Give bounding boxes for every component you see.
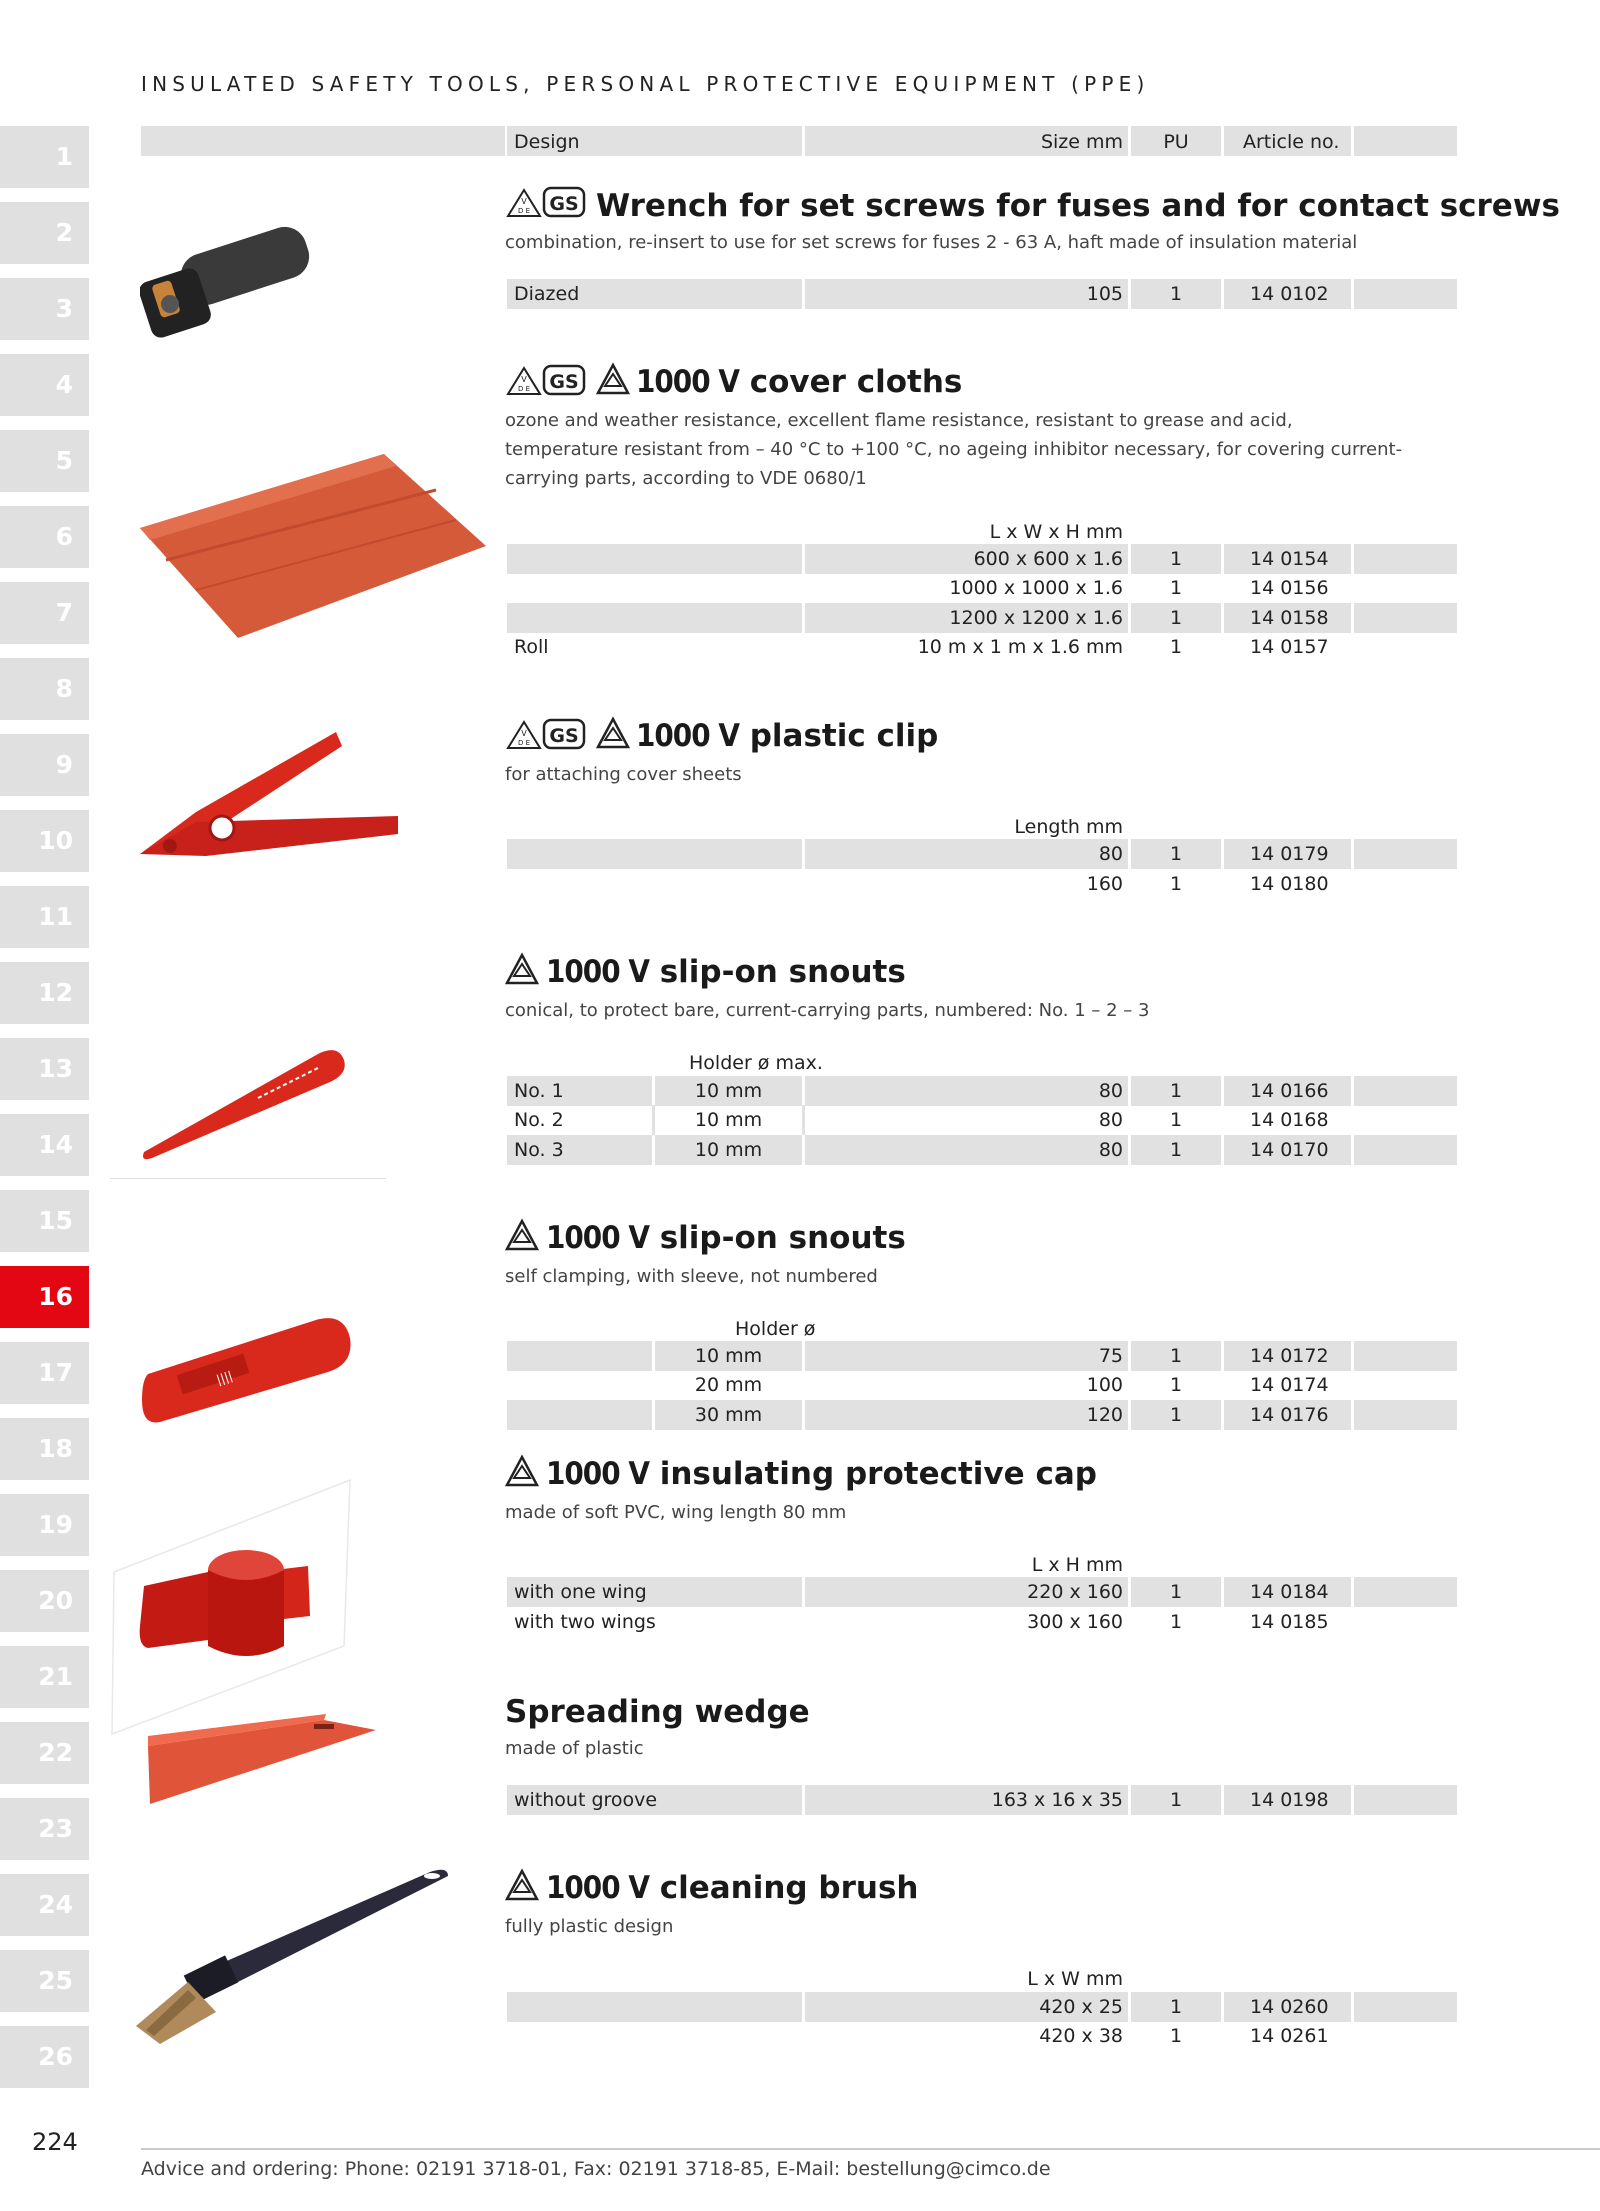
row-design: No. 1 xyxy=(514,1080,564,1102)
row-size: 300 x 160 xyxy=(1027,1611,1123,1633)
header-bar-left xyxy=(141,126,505,156)
chapter-tab-17[interactable]: 17 xyxy=(0,1342,89,1404)
svg-text:GS: GS xyxy=(549,371,579,393)
voltage-label: 1000 V xyxy=(546,1870,649,1906)
size-header: L x W mm xyxy=(1027,1968,1123,1990)
column-size: Size mm xyxy=(1040,131,1123,153)
chapter-tab-6[interactable]: 6 xyxy=(0,506,89,568)
row-size: 160 xyxy=(1086,873,1123,895)
row-design: without groove xyxy=(514,1789,658,1811)
row-design: Diazed xyxy=(514,283,580,305)
row-pu: 1 xyxy=(1169,607,1183,629)
insulated-triangle-icon xyxy=(505,1868,539,1902)
row-bar xyxy=(1354,1135,1457,1165)
product-description: self clamping, with sleeve, not numbered xyxy=(505,1266,878,1287)
row-holder: 20 mm xyxy=(694,1374,763,1396)
chapter-tab-12[interactable]: 12 xyxy=(0,962,89,1024)
product-title xyxy=(546,1870,918,1906)
row-pu: 1 xyxy=(1169,1109,1183,1131)
product-title: Spreading wedge xyxy=(505,1694,810,1730)
protective-cap-product-image xyxy=(108,1476,356,1736)
row-article[interactable]: 14 0261 xyxy=(1250,2025,1329,2047)
product-description: made of plastic xyxy=(505,1738,644,1759)
row-size: 105 xyxy=(1086,283,1123,305)
row-bar xyxy=(1354,1992,1457,2022)
row-pu: 1 xyxy=(1169,1139,1183,1161)
row-bar xyxy=(507,544,802,574)
size-header: Length mm xyxy=(1014,816,1123,838)
row-bar xyxy=(1354,1577,1457,1607)
product-title xyxy=(546,954,906,990)
size-header: L x W x H mm xyxy=(989,521,1123,543)
row-design: with two wings xyxy=(514,1611,656,1633)
row-pu: 1 xyxy=(1169,1374,1183,1396)
insulated-triangle-icon xyxy=(505,1218,539,1252)
chapter-tab-20[interactable]: 20 xyxy=(0,1570,89,1632)
row-design: No. 3 xyxy=(514,1139,564,1161)
row-pu: 1 xyxy=(1169,548,1183,570)
row-bar xyxy=(507,839,802,869)
row-pu: 1 xyxy=(1169,1996,1183,2018)
product-description: combination, re-insert to use for set screws for fuses 2 - 63 A, haft made of insulation material xyxy=(505,232,1358,253)
row-size: 100 xyxy=(1086,1374,1123,1396)
chapter-tab-25[interactable]: 25 xyxy=(0,1950,89,2012)
row-article[interactable]: 14 0174 xyxy=(1250,1374,1329,1396)
svg-text:V: V xyxy=(521,197,527,206)
column-article: Article no. xyxy=(1243,131,1340,153)
page-header: INSULATED SAFETY TOOLS, PERSONAL PROTECTIVE EQUIPMENT (PPE) xyxy=(141,72,1150,96)
row-size: 163 x 16 x 35 xyxy=(991,1789,1123,1811)
product-title-text: plastic clip xyxy=(749,718,939,754)
voltage-label: 1000 V xyxy=(546,1456,649,1492)
svg-text:V: V xyxy=(521,729,527,738)
spreading-wedge-product-image xyxy=(144,1712,380,1808)
holder-header: Holder ø max. xyxy=(689,1052,823,1074)
product-title: Wrench for set screws for fuses and for contact screws xyxy=(596,188,1560,224)
row-holder: 10 mm xyxy=(694,1109,763,1131)
row-pu: 1 xyxy=(1169,1345,1183,1367)
footer-contact: Advice and ordering: Phone: 02191 3718-01, Fax: 02191 3718-85, E-Mail: bestellung@cimco.de xyxy=(141,2158,1051,2180)
divider xyxy=(110,1178,386,1179)
row-size: 1000 x 1000 x 1.6 xyxy=(949,577,1123,599)
product-description: made of soft PVC, wing length 80 mm xyxy=(505,1502,847,1523)
row-article[interactable]: 14 0198 xyxy=(1250,1789,1329,1811)
row-pu: 1 xyxy=(1169,2025,1183,2047)
vde-gs-badge-icon xyxy=(506,186,588,218)
row-size: 75 xyxy=(1098,1345,1123,1367)
row-pu: 1 xyxy=(1169,1789,1183,1811)
row-design: Roll xyxy=(514,636,549,658)
product-description: conical, to protect bare, current-carrying parts, numbered: No. 1 – 2 – 3 xyxy=(505,1000,1150,1021)
insulated-triangle-icon xyxy=(596,716,630,750)
product-description: for attaching cover sheets xyxy=(505,764,742,785)
svg-text:GS: GS xyxy=(549,193,579,215)
chapter-tab-10[interactable]: 10 xyxy=(0,810,89,872)
row-article[interactable]: 14 0168 xyxy=(1250,1109,1329,1131)
row-article[interactable]: 14 0184 xyxy=(1250,1581,1329,1603)
plastic-clip-product-image xyxy=(136,726,404,866)
cover-cloth-product-image xyxy=(136,450,488,640)
row-pu: 1 xyxy=(1169,283,1183,305)
svg-text:GS: GS xyxy=(549,725,579,747)
product-title-text: slip-on snouts xyxy=(659,954,906,990)
product-title xyxy=(546,1220,906,1256)
chapter-tab-14[interactable]: 14 xyxy=(0,1114,89,1176)
product-title xyxy=(636,364,962,400)
holder-header: Holder ø xyxy=(735,1318,816,1340)
svg-text:D E: D E xyxy=(517,739,531,747)
row-article[interactable]: 14 0170 xyxy=(1250,1139,1329,1161)
page-number: 224 xyxy=(32,2128,78,2156)
row-article[interactable]: 14 0156 xyxy=(1250,577,1329,599)
row-size: 10 m x 1 m x 1.6 mm xyxy=(917,636,1123,658)
row-holder: 10 mm xyxy=(694,1345,763,1367)
chapter-tab-11[interactable]: 11 xyxy=(0,886,89,948)
row-bar xyxy=(1354,1076,1457,1106)
chapter-tab-3[interactable]: 3 xyxy=(0,278,89,340)
product-title-text: cleaning brush xyxy=(659,1870,919,1906)
row-article[interactable]: 14 0176 xyxy=(1250,1404,1329,1426)
row-size: 80 xyxy=(1098,1080,1123,1102)
row-bar xyxy=(1354,839,1457,869)
voltage-label: 1000 V xyxy=(546,1220,649,1256)
row-pu: 1 xyxy=(1169,873,1183,895)
product-title-text: insulating protective cap xyxy=(659,1456,1097,1492)
row-pu: 1 xyxy=(1169,1581,1183,1603)
insulated-triangle-icon xyxy=(505,952,539,986)
row-bar xyxy=(1354,279,1457,309)
footer-divider xyxy=(141,2148,1600,2150)
chapter-tab-9[interactable]: 9 xyxy=(0,734,89,796)
size-header: L x H mm xyxy=(1031,1554,1123,1576)
row-holder: 10 mm xyxy=(694,1139,763,1161)
row-size: 80 xyxy=(1098,1139,1123,1161)
vde-gs-badge-icon xyxy=(506,364,588,396)
row-bar xyxy=(1354,1341,1457,1371)
chapter-tab-26[interactable]: 26 xyxy=(0,2026,89,2088)
row-size: 420 x 25 xyxy=(1039,1996,1123,2018)
row-article[interactable]: 14 0102 xyxy=(1250,283,1329,305)
row-article[interactable]: 14 0166 xyxy=(1250,1080,1329,1102)
row-pu: 1 xyxy=(1169,577,1183,599)
row-bar xyxy=(1354,544,1457,574)
chapter-tab-16-active[interactable]: 16 xyxy=(0,1266,89,1328)
row-article[interactable]: 14 0158 xyxy=(1250,607,1329,629)
column-pu: PU xyxy=(1163,131,1189,153)
column-design: Design xyxy=(514,131,580,153)
product-description: fully plastic design xyxy=(505,1916,674,1937)
vde-gs-badge-icon xyxy=(506,718,588,750)
product-title-text: cover cloths xyxy=(749,364,963,400)
row-size: 420 x 38 xyxy=(1039,2025,1123,2047)
chapter-tab-18[interactable]: 18 xyxy=(0,1418,89,1480)
row-size: 1200 x 1200 x 1.6 xyxy=(949,607,1123,629)
row-bar xyxy=(507,603,802,633)
conical-snout-product-image xyxy=(138,1040,348,1162)
voltage-label: 1000 V xyxy=(636,364,739,400)
voltage-label: 1000 V xyxy=(546,954,649,990)
chapter-tab-5[interactable]: 5 xyxy=(0,430,89,492)
chapter-tab-1[interactable]: 1 xyxy=(0,126,89,188)
row-design: No. 2 xyxy=(514,1109,564,1131)
row-article[interactable]: 14 0154 xyxy=(1250,548,1329,570)
chapter-tab-13[interactable]: 13 xyxy=(0,1038,89,1100)
svg-text:||||: |||| xyxy=(214,1368,235,1387)
chapter-tab-21[interactable]: 21 xyxy=(0,1646,89,1708)
row-bar xyxy=(507,1992,802,2022)
row-article[interactable]: 14 0185 xyxy=(1250,1611,1329,1633)
chapter-tab-22[interactable]: 22 xyxy=(0,1722,89,1784)
row-bar xyxy=(507,1341,652,1371)
chapter-tab-4[interactable]: 4 xyxy=(0,354,89,416)
row-bar xyxy=(1354,1785,1457,1815)
row-article[interactable]: 14 0172 xyxy=(1250,1345,1329,1367)
chapter-tab-23[interactable]: 23 xyxy=(0,1798,89,1860)
row-pu: 1 xyxy=(1169,636,1183,658)
row-bar xyxy=(1354,1400,1457,1430)
insulated-triangle-icon xyxy=(596,362,630,396)
row-bar xyxy=(507,1400,652,1430)
row-pu: 1 xyxy=(1169,1611,1183,1633)
row-pu: 1 xyxy=(1169,1404,1183,1426)
product-title-text: slip-on snouts xyxy=(659,1220,906,1256)
row-bar xyxy=(1354,603,1457,633)
row-holder: 30 mm xyxy=(694,1404,763,1426)
cleaning-brush-product-image xyxy=(130,1866,452,2048)
row-size: 220 x 160 xyxy=(1027,1581,1123,1603)
row-holder: 10 mm xyxy=(694,1080,763,1102)
row-size: 80 xyxy=(1098,1109,1123,1131)
voltage-label: 1000 V xyxy=(636,718,739,754)
chapter-tab-15[interactable]: 15 xyxy=(0,1190,89,1252)
product-title xyxy=(636,718,938,754)
row-pu: 1 xyxy=(1169,843,1183,865)
chapter-tab-2[interactable]: 2 xyxy=(0,202,89,264)
row-article[interactable]: 14 0180 xyxy=(1250,873,1329,895)
header-bar-end xyxy=(1354,126,1457,156)
row-article[interactable]: 14 0157 xyxy=(1250,636,1329,658)
chapter-tab-19[interactable]: 19 xyxy=(0,1494,89,1556)
svg-text:D E: D E xyxy=(517,207,531,215)
clamping-snout-product-image xyxy=(138,1314,352,1426)
product-description: ozone and weather resistance, excellent flame resistance, resistant to grease and acid, temperature resistant from – 40 °C to +100 °C, no ageing inhibitor necessary, for covering current-carrying parts, according to VDE 0680/1 xyxy=(505,410,1403,489)
svg-text:V: V xyxy=(521,375,527,384)
row-article[interactable]: 14 0260 xyxy=(1250,1996,1329,2018)
insulated-triangle-icon xyxy=(505,1454,539,1488)
row-size: 80 xyxy=(1098,843,1123,865)
svg-text:D E: D E xyxy=(517,385,531,393)
chapter-tab-24[interactable]: 24 xyxy=(0,1874,89,1936)
chapter-tab-7[interactable]: 7 xyxy=(0,582,89,644)
wrench-product-image xyxy=(140,222,326,342)
product-title xyxy=(546,1456,1097,1492)
row-size: 120 xyxy=(1086,1404,1123,1426)
row-design: with one wing xyxy=(514,1581,647,1603)
chapter-tab-8[interactable]: 8 xyxy=(0,658,89,720)
row-article[interactable]: 14 0179 xyxy=(1250,843,1329,865)
row-size: 600 x 600 x 1.6 xyxy=(973,548,1123,570)
row-pu: 1 xyxy=(1169,1080,1183,1102)
